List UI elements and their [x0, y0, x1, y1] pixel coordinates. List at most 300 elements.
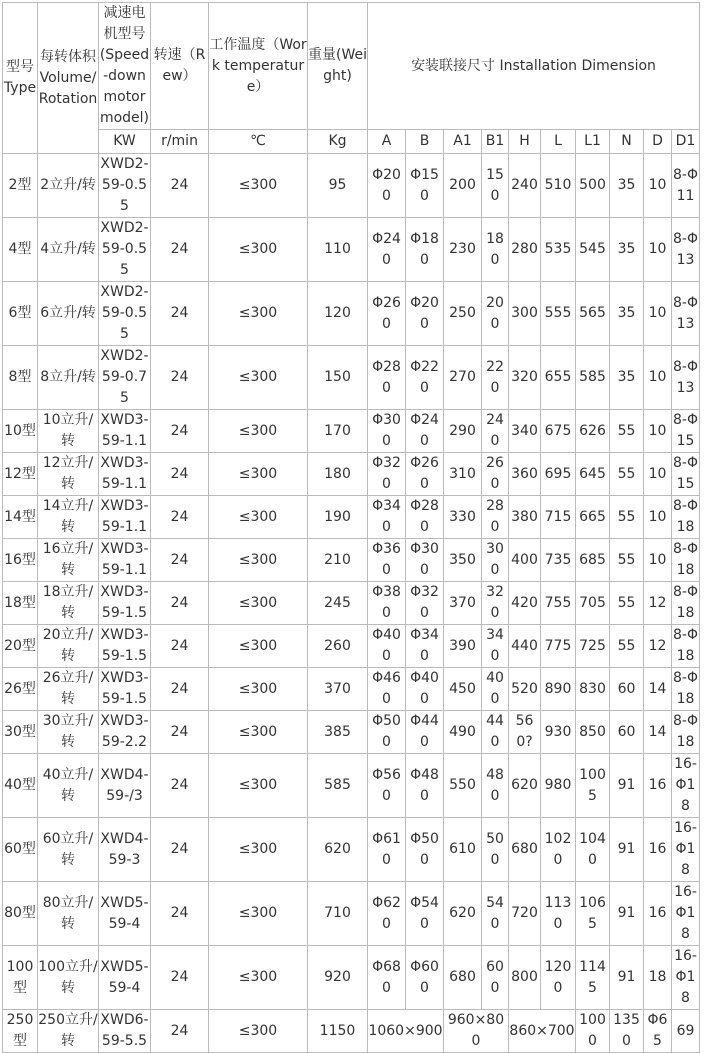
- cell-d1: 8-Φ18: [672, 711, 700, 754]
- cell-l1: 1145: [576, 946, 610, 1010]
- cell-weight: 120: [308, 282, 368, 346]
- cell-speed: 24: [151, 754, 209, 818]
- cell-b: Φ150: [406, 154, 444, 218]
- cell-b1: 280: [482, 496, 509, 539]
- cell-n: 35: [610, 282, 644, 346]
- cell-speed: 24: [151, 282, 209, 346]
- cell-type: 60型: [3, 818, 38, 882]
- cell-d: 16: [644, 754, 672, 818]
- cell-a: Φ680: [368, 946, 406, 1010]
- cell-weight: 585: [308, 754, 368, 818]
- cell-h: 380: [509, 496, 541, 539]
- cell-type: 16型: [3, 539, 38, 582]
- cell-temperature: ≤300: [209, 711, 308, 754]
- cell-speed: 24: [151, 582, 209, 625]
- cell-weight: 260: [308, 625, 368, 668]
- cell-speed: 24: [151, 346, 209, 410]
- cell-a: Φ500: [368, 711, 406, 754]
- cell-a1: 620: [444, 882, 482, 946]
- cell-h: 400: [509, 539, 541, 582]
- cell-a1-b1: 960×800: [444, 1010, 509, 1053]
- cell-b1: 260: [482, 453, 509, 496]
- cell-d1: 16-Φ18: [672, 882, 700, 946]
- cell-motor: XWD5-59-4: [99, 946, 151, 1010]
- cell-d1: 16-Φ18: [672, 818, 700, 882]
- cell-d1: 8-Φ15: [672, 453, 700, 496]
- cell-a1: 390: [444, 625, 482, 668]
- cell-weight: 920: [308, 946, 368, 1010]
- cell-temperature: ≤300: [209, 154, 308, 218]
- cell-n: 55: [610, 625, 644, 668]
- cell-weight: 180: [308, 453, 368, 496]
- cell-l: 980: [541, 754, 576, 818]
- table-row: [3, 282, 700, 346]
- cell-type: 80型: [3, 882, 38, 946]
- cell-d1: 8-Φ11: [672, 154, 700, 218]
- table-row: [3, 625, 700, 668]
- table-row: [3, 1010, 700, 1053]
- cell-l1: 850: [576, 711, 610, 754]
- cell-weight: 370: [308, 668, 368, 711]
- cell-d: 10: [644, 453, 672, 496]
- table-row: [3, 582, 700, 625]
- cell-weight: 210: [308, 539, 368, 582]
- cell-a1: 200: [444, 154, 482, 218]
- table-row: [3, 496, 700, 539]
- cell-motor: XWD2-59-0.55: [99, 218, 151, 282]
- cell-l: 755: [541, 582, 576, 625]
- cell-a: Φ260: [368, 282, 406, 346]
- cell-b: Φ440: [406, 711, 444, 754]
- cell-l1: 705: [576, 582, 610, 625]
- cell-n: 35: [610, 346, 644, 410]
- cell-a: Φ320: [368, 453, 406, 496]
- cell-a: Φ280: [368, 346, 406, 410]
- dim-header-b1: B1: [482, 130, 509, 154]
- cell-motor: XWD3-59-1.5: [99, 582, 151, 625]
- cell-l: 735: [541, 539, 576, 582]
- cell-b1: 200: [482, 282, 509, 346]
- cell-l: 1020: [541, 818, 576, 882]
- cell-b: Φ280: [406, 496, 444, 539]
- cell-temperature: ≤300: [209, 1010, 308, 1053]
- table-row: [3, 754, 700, 818]
- cell-d1: 8-Φ18: [672, 496, 700, 539]
- cell-b1: 220: [482, 346, 509, 410]
- cell-weight: 620: [308, 818, 368, 882]
- cell-h: 300: [509, 282, 541, 346]
- cell-n: 91: [610, 818, 644, 882]
- cell-h-l: 860×700: [509, 1010, 576, 1053]
- cell-type: 12型: [3, 453, 38, 496]
- cell-weight: 170: [308, 410, 368, 453]
- unit-row: [3, 130, 700, 154]
- cell-l1: 626: [576, 410, 610, 453]
- table-row: [3, 711, 700, 754]
- cell-b: Φ540: [406, 882, 444, 946]
- cell-l: 695: [541, 453, 576, 496]
- cell-type: 26型: [3, 668, 38, 711]
- cell-b: Φ200: [406, 282, 444, 346]
- cell-a: Φ460: [368, 668, 406, 711]
- cell-temperature: ≤300: [209, 282, 308, 346]
- cell-a: Φ620: [368, 882, 406, 946]
- cell-a1: 250: [444, 282, 482, 346]
- cell-a: Φ340: [368, 496, 406, 539]
- cell-a: Φ200: [368, 154, 406, 218]
- cell-motor: XWD4-59-/3: [99, 754, 151, 818]
- cell-temperature: ≤300: [209, 882, 308, 946]
- cell-type: 6型: [3, 282, 38, 346]
- cell-type: 250型: [3, 1010, 38, 1053]
- cell-d: Φ65: [644, 1010, 672, 1053]
- cell-temperature: ≤300: [209, 496, 308, 539]
- cell-a1: 550: [444, 754, 482, 818]
- cell-speed: 24: [151, 496, 209, 539]
- cell-d1: 8-Φ13: [672, 282, 700, 346]
- cell-h: 280: [509, 218, 541, 282]
- cell-l: 930: [541, 711, 576, 754]
- cell-motor: XWD5-59-4: [99, 882, 151, 946]
- dim-header-l1: L1: [576, 130, 610, 154]
- cell-b: Φ600: [406, 946, 444, 1010]
- cell-n: 55: [610, 582, 644, 625]
- cell-speed: 24: [151, 218, 209, 282]
- cell-speed: 24: [151, 1010, 209, 1053]
- cell-type: 14型: [3, 496, 38, 539]
- cell-n: 91: [610, 946, 644, 1010]
- table-row: [3, 818, 700, 882]
- dim-header-a: A: [368, 130, 406, 154]
- cell-d: 10: [644, 346, 672, 410]
- cell-d1: 8-Φ13: [672, 346, 700, 410]
- cell-h: 720: [509, 882, 541, 946]
- cell-speed: 24: [151, 882, 209, 946]
- cell-temperature: ≤300: [209, 668, 308, 711]
- cell-d1: 8-Φ18: [672, 582, 700, 625]
- cell-volume: 40立升/转: [38, 754, 99, 818]
- table-row: [3, 668, 700, 711]
- cell-motor: XWD3-59-1.1: [99, 539, 151, 582]
- cell-h: 800: [509, 946, 541, 1010]
- cell-d: 10: [644, 539, 672, 582]
- cell-temperature: ≤300: [209, 539, 308, 582]
- table-row: [3, 346, 700, 410]
- cell-l1: 585: [576, 346, 610, 410]
- cell-b: Φ260: [406, 453, 444, 496]
- cell-a: Φ610: [368, 818, 406, 882]
- cell-b1: 300: [482, 539, 509, 582]
- cell-type: 4型: [3, 218, 38, 282]
- cell-motor: XWD3-59-1.1: [99, 453, 151, 496]
- cell-b: Φ180: [406, 218, 444, 282]
- header-installation-dimension: 安装联接尺寸 Installation Dimension: [368, 3, 700, 130]
- cell-d1: 8-Φ18: [672, 625, 700, 668]
- cell-temperature: ≤300: [209, 625, 308, 668]
- cell-a: Φ560: [368, 754, 406, 818]
- cell-volume: 8立升/转: [38, 346, 99, 410]
- cell-d: 10: [644, 496, 672, 539]
- cell-n: 55: [610, 410, 644, 453]
- cell-type: 2型: [3, 154, 38, 218]
- cell-weight: 385: [308, 711, 368, 754]
- spec-table: [2, 2, 700, 1053]
- cell-b: Φ320: [406, 582, 444, 625]
- cell-type: 40型: [3, 754, 38, 818]
- cell-volume: 18立升/转: [38, 582, 99, 625]
- cell-temperature: ≤300: [209, 218, 308, 282]
- cell-d: 10: [644, 154, 672, 218]
- cell-type: 10型: [3, 410, 38, 453]
- header-motor: 减速电机型号(Speed-down motor model): [99, 3, 151, 130]
- cell-volume: 4立升/转: [38, 218, 99, 282]
- cell-l: 675: [541, 410, 576, 453]
- cell-b1: 320: [482, 582, 509, 625]
- cell-temperature: ≤300: [209, 346, 308, 410]
- cell-n: 35: [610, 154, 644, 218]
- cell-weight: 245: [308, 582, 368, 625]
- header-type: 型号Type: [3, 3, 38, 154]
- cell-volume: 26立升/转: [38, 668, 99, 711]
- cell-motor: XWD2-59-0.75: [99, 346, 151, 410]
- cell-type: 8型: [3, 346, 38, 410]
- table-row: [3, 218, 700, 282]
- dim-header-l: L: [541, 130, 576, 154]
- cell-l1: 685: [576, 539, 610, 582]
- cell-l1: 1065: [576, 882, 610, 946]
- header-weight: 重量(Weight): [308, 3, 368, 130]
- cell-n: 91: [610, 754, 644, 818]
- cell-a-b: 1060×900: [368, 1010, 444, 1053]
- cell-a1: 610: [444, 818, 482, 882]
- cell-b: Φ480: [406, 754, 444, 818]
- cell-weight: 710: [308, 882, 368, 946]
- cell-n: 55: [610, 496, 644, 539]
- cell-h: 620: [509, 754, 541, 818]
- cell-d: 14: [644, 668, 672, 711]
- cell-type: 20型: [3, 625, 38, 668]
- cell-temperature: ≤300: [209, 582, 308, 625]
- cell-volume: 20立升/转: [38, 625, 99, 668]
- cell-a1: 270: [444, 346, 482, 410]
- cell-l: 890: [541, 668, 576, 711]
- cell-l1: 500: [576, 154, 610, 218]
- cell-d1: 16-Φ18: [672, 946, 700, 1010]
- cell-temperature: ≤300: [209, 946, 308, 1010]
- cell-a: Φ360: [368, 539, 406, 582]
- table-row: [3, 410, 700, 453]
- cell-motor: XWD3-59-1.1: [99, 410, 151, 453]
- cell-l1: 645: [576, 453, 610, 496]
- cell-speed: 24: [151, 410, 209, 453]
- cell-a1: 290: [444, 410, 482, 453]
- cell-a: Φ240: [368, 218, 406, 282]
- cell-b1: 150: [482, 154, 509, 218]
- dim-header-b: B: [406, 130, 444, 154]
- cell-a1: 350: [444, 539, 482, 582]
- cell-d: 14: [644, 711, 672, 754]
- unit-temperature: ℃: [209, 130, 308, 154]
- cell-b: Φ240: [406, 410, 444, 453]
- cell-d: 10: [644, 218, 672, 282]
- unit-speed: r/min: [151, 130, 209, 154]
- cell-type: 18型: [3, 582, 38, 625]
- cell-speed: 24: [151, 818, 209, 882]
- unit-motor: KW: [99, 130, 151, 154]
- cell-a1: 310: [444, 453, 482, 496]
- dim-header-n: N: [610, 130, 644, 154]
- cell-motor: XWD3-59-1.5: [99, 668, 151, 711]
- dim-header-h: H: [509, 130, 541, 154]
- cell-speed: 24: [151, 946, 209, 1010]
- cell-l1: 1005: [576, 754, 610, 818]
- cell-speed: 24: [151, 539, 209, 582]
- cell-volume: 100立升/转: [38, 946, 99, 1010]
- cell-b: Φ500: [406, 818, 444, 882]
- cell-l: 1200: [541, 946, 576, 1010]
- cell-n: 55: [610, 453, 644, 496]
- cell-b: Φ220: [406, 346, 444, 410]
- cell-l: 655: [541, 346, 576, 410]
- cell-b: Φ400: [406, 668, 444, 711]
- cell-motor: XWD3-59-1.5: [99, 625, 151, 668]
- cell-h: 240: [509, 154, 541, 218]
- cell-n: 1350: [610, 1010, 644, 1053]
- cell-speed: 24: [151, 668, 209, 711]
- cell-speed: 24: [151, 625, 209, 668]
- cell-motor: XWD2-59-0.55: [99, 282, 151, 346]
- cell-d: 18: [644, 946, 672, 1010]
- header-row: [3, 3, 700, 130]
- cell-motor: XWD6-59-5.5: [99, 1010, 151, 1053]
- cell-n: 60: [610, 668, 644, 711]
- cell-d1: 8-Φ13: [672, 218, 700, 282]
- table-row: [3, 539, 700, 582]
- cell-l: 775: [541, 625, 576, 668]
- cell-motor: XWD2-59-0.55: [99, 154, 151, 218]
- table-row: [3, 453, 700, 496]
- cell-n: 35: [610, 218, 644, 282]
- cell-h: 420: [509, 582, 541, 625]
- header-volume: 每转体积Volume/Rotation: [38, 3, 99, 154]
- cell-h: 320: [509, 346, 541, 410]
- cell-weight: 1150: [308, 1010, 368, 1053]
- cell-l1: 565: [576, 282, 610, 346]
- cell-b1: 480: [482, 754, 509, 818]
- cell-volume: 6立升/转: [38, 282, 99, 346]
- cell-a: Φ300: [368, 410, 406, 453]
- table-row: [3, 882, 700, 946]
- dim-header-d: D: [644, 130, 672, 154]
- cell-l: 715: [541, 496, 576, 539]
- table-row: [3, 946, 700, 1010]
- cell-l: 555: [541, 282, 576, 346]
- header-temperature: 工作温度（Work temperature）: [209, 3, 308, 130]
- cell-d: 10: [644, 282, 672, 346]
- cell-l1: 665: [576, 496, 610, 539]
- cell-a: Φ400: [368, 625, 406, 668]
- cell-motor: XWD4-59-3: [99, 818, 151, 882]
- cell-volume: 2立升/转: [38, 154, 99, 218]
- cell-h: 360: [509, 453, 541, 496]
- cell-a1: 370: [444, 582, 482, 625]
- cell-a1: 490: [444, 711, 482, 754]
- cell-volume: 10立升/转: [38, 410, 99, 453]
- cell-l1: 1000: [576, 1010, 610, 1053]
- cell-volume: 30立升/转: [38, 711, 99, 754]
- cell-b: Φ300: [406, 539, 444, 582]
- cell-d: 10: [644, 410, 672, 453]
- cell-speed: 24: [151, 154, 209, 218]
- cell-b1: 400: [482, 668, 509, 711]
- dim-header-a1: A1: [444, 130, 482, 154]
- cell-n: 91: [610, 882, 644, 946]
- cell-d1: 8-Φ18: [672, 668, 700, 711]
- cell-a: Φ380: [368, 582, 406, 625]
- table-row: [3, 154, 700, 218]
- cell-d: 16: [644, 818, 672, 882]
- cell-volume: 14立升/转: [38, 496, 99, 539]
- cell-temperature: ≤300: [209, 754, 308, 818]
- cell-b1: 240: [482, 410, 509, 453]
- cell-temperature: ≤300: [209, 818, 308, 882]
- cell-a1: 450: [444, 668, 482, 711]
- cell-d1: 8-Φ18: [672, 539, 700, 582]
- cell-d: 12: [644, 625, 672, 668]
- cell-h: 440: [509, 625, 541, 668]
- cell-d: 16: [644, 882, 672, 946]
- cell-volume: 80立升/转: [38, 882, 99, 946]
- cell-a1: 680: [444, 946, 482, 1010]
- cell-b1: 600: [482, 946, 509, 1010]
- cell-l: 535: [541, 218, 576, 282]
- cell-weight: 110: [308, 218, 368, 282]
- cell-a1: 230: [444, 218, 482, 282]
- cell-h: 520: [509, 668, 541, 711]
- cell-speed: 24: [151, 711, 209, 754]
- cell-temperature: ≤300: [209, 410, 308, 453]
- cell-b: Φ340: [406, 625, 444, 668]
- cell-l1: 725: [576, 625, 610, 668]
- cell-a1: 330: [444, 496, 482, 539]
- cell-d1: 8-Φ15: [672, 410, 700, 453]
- cell-motor: XWD3-59-1.1: [99, 496, 151, 539]
- cell-volume: 250立升/转: [38, 1010, 99, 1053]
- cell-weight: 150: [308, 346, 368, 410]
- cell-motor: XWD3-59-2.2: [99, 711, 151, 754]
- cell-b1: 180: [482, 218, 509, 282]
- cell-b1: 540: [482, 882, 509, 946]
- cell-speed: 24: [151, 453, 209, 496]
- cell-l1: 830: [576, 668, 610, 711]
- cell-l1: 1040: [576, 818, 610, 882]
- cell-b1: 440: [482, 711, 509, 754]
- cell-d: 12: [644, 582, 672, 625]
- unit-weight: Kg: [308, 130, 368, 154]
- cell-type: 100型: [3, 946, 38, 1010]
- cell-n: 60: [610, 711, 644, 754]
- cell-b1: 500: [482, 818, 509, 882]
- cell-weight: 190: [308, 496, 368, 539]
- dim-header-d1: D1: [672, 130, 700, 154]
- cell-l: 510: [541, 154, 576, 218]
- cell-l1: 545: [576, 218, 610, 282]
- cell-volume: 16立升/转: [38, 539, 99, 582]
- cell-d1: 69: [672, 1010, 700, 1053]
- cell-h: 340: [509, 410, 541, 453]
- cell-weight: 95: [308, 154, 368, 218]
- cell-b1: 340: [482, 625, 509, 668]
